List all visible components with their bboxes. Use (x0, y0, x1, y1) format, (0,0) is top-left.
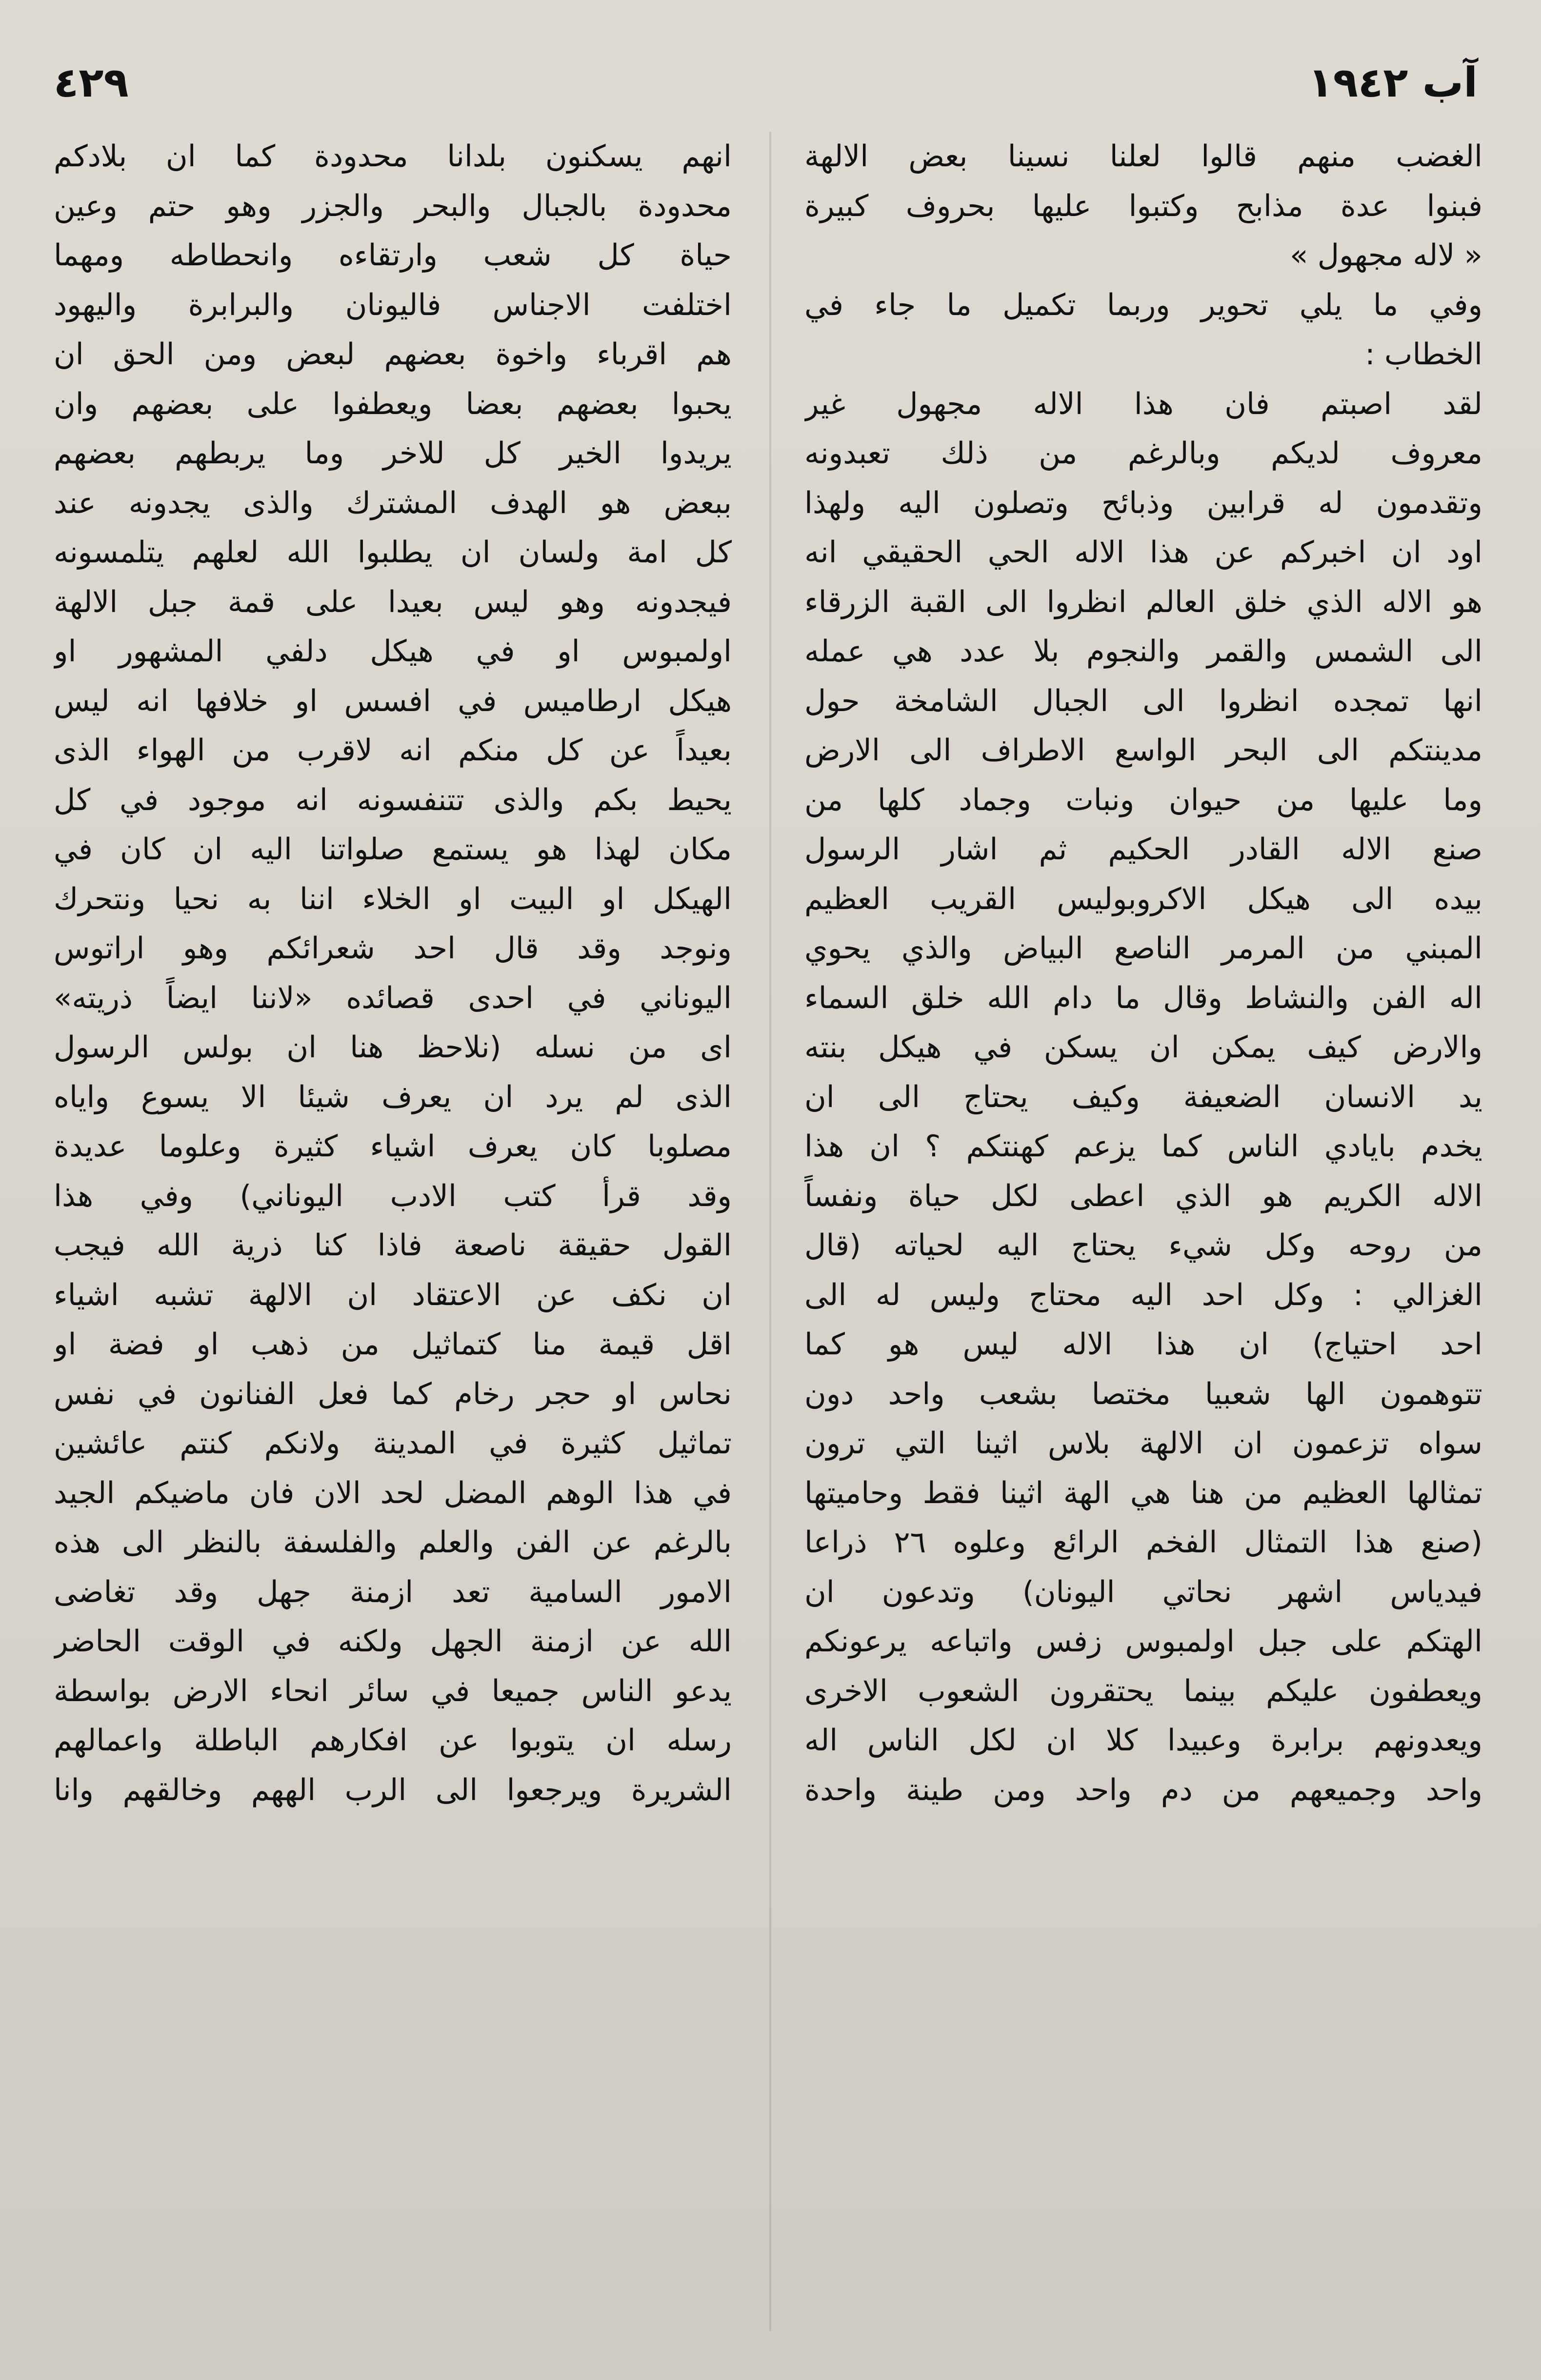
text-line: اقل قيمة منا كتماثيل من ذهب او فضة او (54, 1327, 732, 1362)
text-line: تتوهمون الها شعبيا مختصا بشعب واحد دون (804, 1376, 1482, 1411)
text-line: معروف لديكم وبالرغم من ذلك تعبدونه (804, 436, 1482, 471)
text-line: وفي ما يلي تحوير وربما تكميل ما جاء في (804, 287, 1482, 322)
text-line: الهتكم على جبل اولمبوس زفس واتباعه يرعونكم (804, 1624, 1482, 1659)
text-line: ان نكف عن الاعتقاد ان الالهة تشبه اشياء (54, 1277, 732, 1312)
text-line: حياة كل شعب وارتقاءه وانحطاطه ومهما (54, 238, 732, 273)
text-line: ببعض هو الهدف المشترك والذى يجدونه عند (54, 485, 732, 520)
right-text-column (804, 132, 1482, 2336)
left-text-column (54, 132, 732, 2336)
text-line: تمثالها العظيم من هنا هي الهة اثينا فقط وحاميتها (804, 1475, 1482, 1510)
text-line: الهيكل او البيت او الخلاء اننا به نحيا ونتحرك (54, 881, 732, 916)
issue-date: آب ١٩٤٢ (1308, 59, 1478, 106)
text-line: الله عن ازمنة الجهل ولكنه في الوقت الحاضر (54, 1624, 732, 1659)
text-line: تماثيل كثيرة في المدينة ولانكم كنتم عائشين (54, 1426, 732, 1461)
text-line: فبنوا عدة مذابح وكتبوا عليها بحروف كبيرة (804, 188, 1482, 223)
text-line: رسله ان يتوبوا عن افكارهم الباطلة واعمالهم (54, 1723, 732, 1758)
text-line: ونوجد وقد قال احد شعرائكم وهو اراتوس (54, 931, 732, 966)
text-line: انها تمجده انظروا الى الجبال الشامخة حول (804, 683, 1482, 718)
text-line: « لاله مجهول » (1290, 238, 1482, 273)
text-line: اليوناني في احدى قصائده «لاننا ايضاً ذريته» (54, 980, 732, 1015)
text-line: الخطاب : (1365, 337, 1482, 372)
text-line: الغضب منهم قالوا لعلنا نسينا بعض الالهة (804, 139, 1482, 174)
text-line: اله الفن والنشاط وقال ما دام الله خلق السماء (804, 980, 1482, 1015)
text-line: والارض كيف يمكن ان يسكن في هيكل بنته (804, 1030, 1482, 1065)
text-line: يدعو الناس جميعا في سائر انحاء الارض بواسطة (54, 1673, 732, 1708)
text-line: كل امة ولسان ان يطلبوا الله لعلهم يتلمسونه (54, 535, 732, 570)
text-line: نحاس او حجر رخام كما فعل الفنانون في نفس (54, 1376, 732, 1411)
text-line: سواه تزعمون ان الالهة بلاس اثينا التي ترون (804, 1426, 1482, 1461)
text-line: لقد اصبتم فان هذا الاله مجهول غير (804, 386, 1482, 421)
text-line: وقد قرأ كتب الادب اليوناني) وفي هذا (54, 1178, 732, 1213)
text-line: المبني من المرمر الناصع البياض والذي يحوي (804, 931, 1482, 966)
text-line: الذى لم يرد ان يعرف شيئا الا يسوع واياه (54, 1079, 732, 1114)
text-line: فيدياس اشهر نحاتي اليونان) وتدعون ان (804, 1574, 1482, 1609)
text-line: هو الاله الذي خلق العالم انظروا الى القبة الزرقاء (804, 584, 1482, 619)
text-line: ويعطفون عليكم بينما يحتقرون الشعوب الاخرى (804, 1673, 1482, 1708)
page-number: ٤٢٩ (54, 59, 129, 106)
text-line: (صنع هذا التمثال الفخم الرائع وعلوه ٢٦ ذراعا (804, 1525, 1482, 1560)
text-line: بيده الى هيكل الاكروبوليس القريب العظيم (804, 881, 1482, 916)
text-line: بعيداً عن كل منكم انه لاقرب من الهواء الذى (54, 733, 732, 768)
text-line: هيكل ارطاميس في افسس او خلافها انه ليس (54, 683, 732, 718)
text-line: الغزالي : وكل احد اليه محتاج وليس له الى (804, 1277, 1482, 1312)
text-line: مدينتكم الى البحر الواسع الاطراف الى الارض (804, 733, 1482, 768)
text-line: اولمبوس او في هيكل دلفي المشهور او (54, 634, 732, 669)
text-line: هم اقرباء واخوة بعضهم لبعض ومن الحق ان (54, 337, 732, 372)
text-line: فيجدونه وهو ليس بعيدا على قمة جبل الالهة (54, 584, 732, 619)
text-line: مكان لهذا هو يستمع صلواتنا اليه ان كان في (54, 832, 732, 867)
text-line: محدودة بالجبال والبحر والجزر وهو حتم وعين (54, 188, 732, 223)
text-line: اختلفت الاجناس فاليونان والبرابرة واليهود (54, 287, 732, 322)
text-line: يحبوا بعضهم بعضا ويعطفوا على بعضهم وان (54, 386, 732, 421)
text-line: وما عليها من حيوان ونبات وجماد كلها من (804, 782, 1482, 817)
text-line: يحيط بكم والذى تتنفسونه انه موجود في كل (54, 782, 732, 817)
page-header (54, 59, 1478, 112)
text-line: يخدم بايادي الناس كما يزعم كهنتكم ؟ ان هذا (804, 1129, 1482, 1164)
column-divider (769, 132, 771, 2331)
text-line: انهم يسكنون بلدانا محدودة كما ان بلادكم (54, 139, 732, 174)
text-line: احد احتياج) ان هذا الاله ليس هو كما (804, 1327, 1482, 1362)
text-line: الاله الكريم هو الذي اعطى لكل حياة ونفساً (804, 1178, 1482, 1213)
text-line: يد الانسان الضعيفة وكيف يحتاج الى ان (804, 1079, 1482, 1114)
text-line: الى الشمس والقمر والنجوم بلا عدد هي عمله (804, 634, 1482, 669)
text-line: مصلوبا كان يعرف اشياء كثيرة وعلوما عديدة (54, 1129, 732, 1164)
text-line: ويعدونهم برابرة وعبيدا كلا ان لكل الناس اله (804, 1723, 1482, 1758)
text-line: اى من نسله (نلاحظ هنا ان بولس الرسول (54, 1030, 732, 1065)
text-line: الشريرة ويرجعوا الى الرب الههم وخالقهم وانا (54, 1772, 732, 1807)
text-line: في هذا الوهم المضل لحد الان فان ماضيكم الجيد (54, 1475, 732, 1510)
text-line: الامور السامية تعد ازمنة جهل وقد تغاضى (54, 1574, 732, 1609)
text-line: القول حقيقة ناصعة فاذا كنا ذرية الله فيجب (54, 1228, 732, 1263)
text-line: يريدوا الخير كل للاخر وما يربطهم بعضهم (54, 436, 732, 471)
text-line: صنع الاله القادر الحكيم ثم اشار الرسول (804, 832, 1482, 867)
text-line: واحد وجميعهم من دم واحد ومن طينة واحدة (804, 1772, 1482, 1807)
text-line: وتقدمون له قرابين وذبائح وتصلون اليه ولهذا (804, 485, 1482, 520)
text-line: من روحه وكل شيء يحتاج اليه لحياته (قال (804, 1228, 1482, 1263)
text-line: بالرغم عن الفن والعلم والفلسفة بالنظر الى هذه (54, 1525, 732, 1560)
text-line: اود ان اخبركم عن هذا الاله الحي الحقيقي انه (804, 535, 1482, 570)
